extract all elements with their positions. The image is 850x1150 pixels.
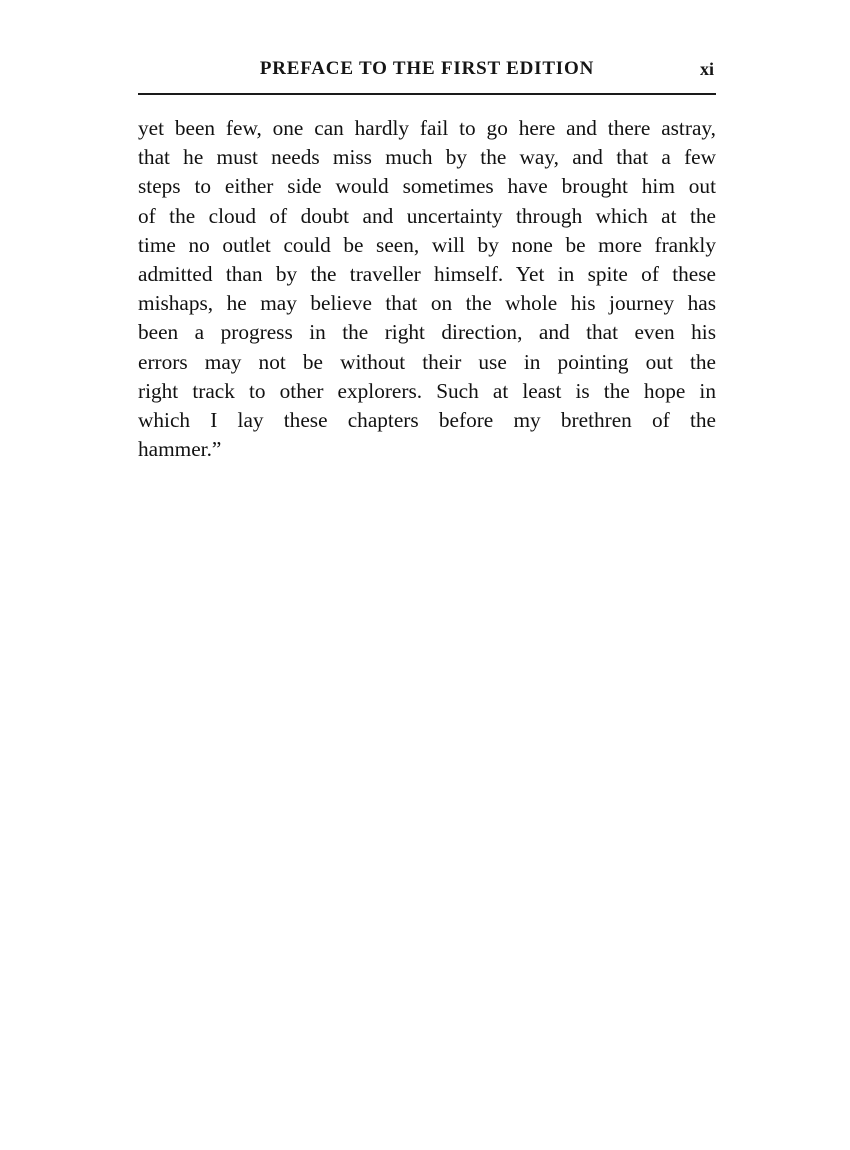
text-line: steps to either side would sometimes have brought him out — [138, 174, 716, 199]
header-rule — [138, 93, 716, 95]
text-line: errors may not be without their use in pointing out the — [138, 349, 716, 374]
body-text — [138, 114, 716, 464]
running-head — [138, 58, 716, 86]
text-line: been a progress in the right direction, and that even his — [138, 320, 716, 345]
text-line: which I lay these chapters before my brethren of the — [138, 407, 716, 432]
text-line: mishaps, he may believe that on the whole his journey has — [138, 291, 716, 316]
page-number: xi — [699, 59, 714, 79]
text-line: admitted than by the traveller himself. Yet in spite of these — [138, 261, 716, 286]
text-line: time no outlet could be seen, will by none be more frankly — [138, 232, 716, 257]
text-line: hammer.” — [138, 437, 222, 462]
text-line: yet been few, one can hardly fail to go here and there astray, — [138, 116, 716, 140]
text-line: of the cloud of doubt and uncertainty through which at the — [138, 203, 716, 228]
text-line: right track to other explorers. Such at least is the hope in — [138, 378, 716, 403]
running-title: PREFACE TO THE FIRST EDITION — [259, 58, 595, 79]
text-line: that he must needs miss much by the way, and that a few — [138, 145, 716, 170]
